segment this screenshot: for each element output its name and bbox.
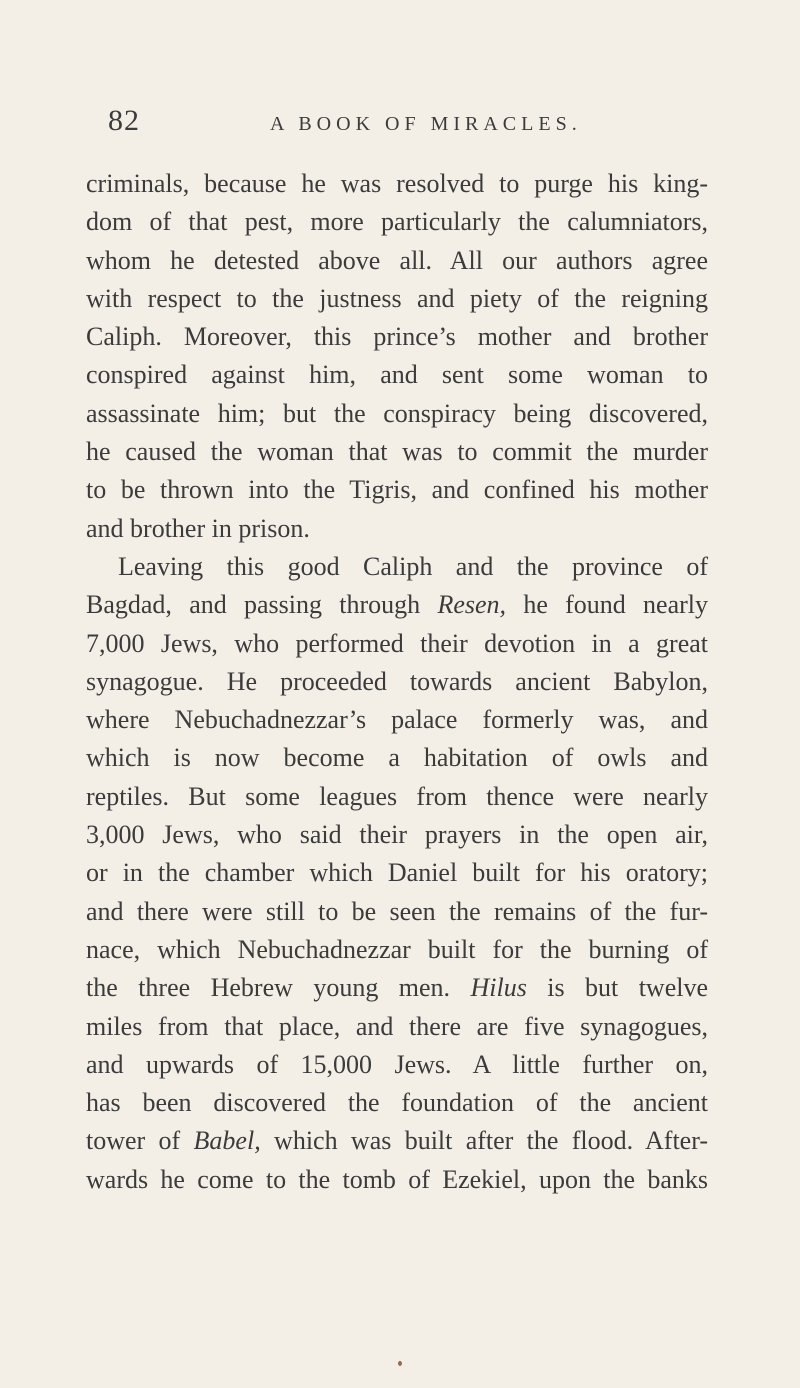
text-line: conspired against him, and sent some woman to — [86, 360, 708, 390]
italic-place-name: Hilus — [470, 973, 527, 1003]
page-number: 82 — [108, 104, 140, 137]
text-line: and there were still to be seen the remains of the fur- — [86, 896, 708, 926]
text-line: Leaving this good Caliph and the province of — [118, 551, 708, 581]
text-line: wards he come to the tomb of Ezekiel, upon the banks — [86, 1164, 708, 1194]
text-line: to be thrown into the Tigris, and confined his mother — [86, 475, 708, 505]
text-fragment: the three Hebrew young men. — [86, 973, 451, 1003]
text-line — [86, 1122, 708, 1160]
text-line: miles from that place, and there are five synagogues, — [86, 1011, 708, 1041]
text-line: synagogue. He proceeded towards ancient Babylon, — [86, 666, 708, 696]
text-line — [86, 969, 708, 1007]
italic-place-name: Resen, — [437, 590, 507, 620]
ink-speck — [398, 1361, 402, 1366]
text-line: whom he detested above all. All our authors agree — [86, 245, 708, 275]
text-fragment: which was built after the flood. After- — [274, 1126, 709, 1156]
text-line — [86, 586, 708, 624]
text-fragment: tower of — [86, 1126, 181, 1156]
text-line: where Nebuchadnezzar’s palace formerly was, and — [86, 705, 708, 735]
text-fragment: Bagdad, and passing through — [86, 590, 421, 620]
text-line: nace, which Nebuchadnezzar built for the burning of — [86, 934, 708, 964]
text-line: Caliph. Moreover, this prince’s mother and brother — [86, 322, 708, 352]
text-fragment: is but twelve — [547, 973, 708, 1003]
text-line: with respect to the justness and piety of the reigning — [86, 283, 708, 313]
text-line: 3,000 Jews, who said their prayers in the open air, — [86, 820, 708, 850]
text-line: dom of that pest, more particularly the calumniators, — [86, 207, 708, 237]
text-line: and brother in prison. — [86, 513, 310, 543]
text-line: which is now become a habitation of owls and — [86, 743, 708, 773]
text-line: he caused the woman that was to commit the murder — [86, 437, 708, 467]
text-line: and upwards of 15,000 Jews. A little further on, — [86, 1049, 708, 1079]
text-line: criminals, because he was resolved to purge his king- — [86, 169, 708, 198]
text-line: has been discovered the foundation of the ancient — [86, 1088, 708, 1118]
text-line: reptiles. But some leagues from thence were nearly — [86, 781, 708, 811]
italic-place-name: Babel, — [193, 1126, 261, 1156]
text-fragment: he found nearly — [523, 590, 709, 620]
text-line: 7,000 Jews, who performed their devotion in a great — [86, 628, 708, 658]
text-line: assassinate him; but the conspiracy being discovered, — [86, 398, 708, 428]
text-line: or in the chamber which Daniel built for his oratory; — [86, 858, 708, 888]
running-head: A BOOK OF MIRACLES. — [270, 113, 582, 135]
body-text — [86, 165, 708, 1199]
page-header — [0, 104, 800, 144]
